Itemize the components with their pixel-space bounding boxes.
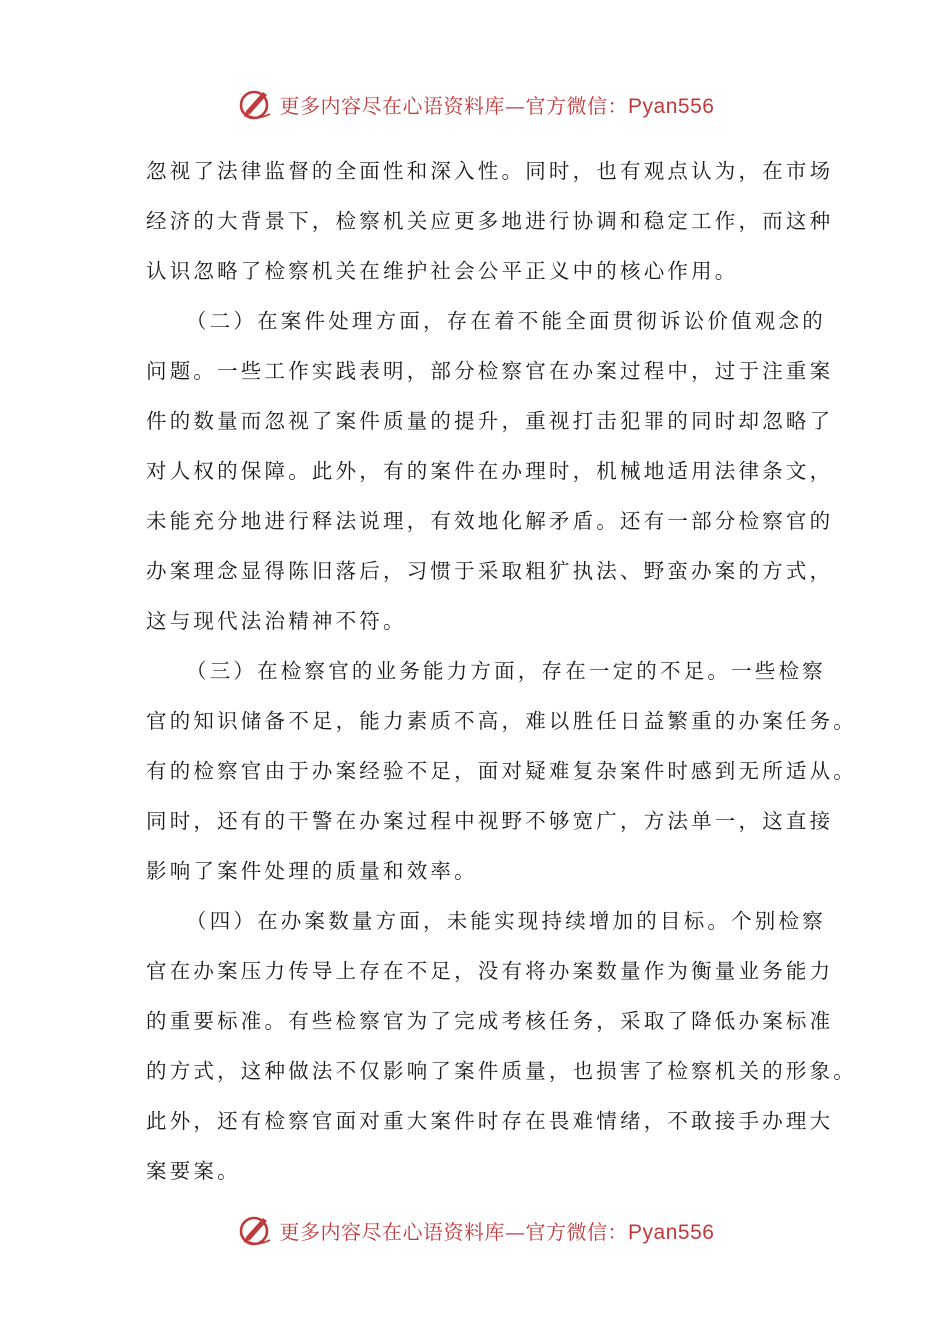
footer-banner — [0, 1208, 950, 1252]
body-line: 问题。一些工作实践表明，部分检察官在办案过程中，过于注重案 — [146, 359, 834, 383]
body-line: 经济的大背景下，检察机关应更多地进行协调和稳定工作，而这种 — [146, 209, 834, 233]
header-banner — [0, 82, 950, 126]
body-line: 这与现代法治精神不符。 — [146, 609, 407, 633]
body-line: 的重要标准。有些检察官为了完成考核任务，采取了降低办案标准 — [146, 1009, 834, 1033]
body-line: 办案理念显得陈旧落后，习惯于采取粗犷执法、野蛮办案的方式， — [146, 559, 834, 583]
body-line: 影响了案件处理的质量和效率。 — [146, 859, 478, 883]
body-line: 案要案。 — [146, 1159, 241, 1183]
body-line: 此外，还有检察官面对重大案件时存在畏难情绪，不敢接手办理大 — [146, 1109, 834, 1133]
body-line: 忽视了法律监督的全面性和深入性。同时，也有观点认为，在市场 — [146, 159, 834, 183]
body-line: 未能充分地进行释法说理，有效地化解矛盾。还有一部分检察官的 — [146, 509, 834, 533]
wechat-id: Pyan556 — [628, 1220, 715, 1244]
body-line: 官在办案压力传导上存在不足，没有将办案数量作为衡量业务能力 — [146, 959, 834, 983]
body-line: 同时，还有的干警在办案过程中视野不够宽广，方法单一，这直接 — [146, 809, 834, 833]
document-body — [146, 146, 857, 1196]
section-heading-line: （二）在案件处理方面，存在着不能全面贯彻诉讼价值观念的 — [186, 309, 826, 333]
body-line: 官的知识储备不足，能力素质不高，难以胜任日益繁重的办案任务。 — [146, 709, 857, 733]
header-banner-text: 更多内容尽在心语资料库—官方微信：Pyan556 — [279, 93, 715, 118]
footer-banner-text: 更多内容尽在心语资料库—官方微信：Pyan556 — [279, 1219, 715, 1244]
pen-seal-icon — [236, 1210, 276, 1250]
body-line: 的方式，这种做法不仅影响了案件质量，也损害了检察机关的形象。 — [146, 1059, 857, 1083]
body-line: 对人权的保障。此外，有的案件在办理时，机械地适用法律条文， — [146, 459, 834, 483]
body-line: 认识忽略了检察机关在维护社会公平正义中的核心作用。 — [146, 259, 739, 283]
body-line: 件的数量而忽视了案件质量的提升，重视打击犯罪的同时却忽略了 — [146, 409, 834, 433]
wechat-id: Pyan556 — [628, 94, 715, 118]
pen-seal-icon — [236, 84, 276, 124]
section-heading-line: （四）在办案数量方面，未能实现持续增加的目标。个别检察 — [186, 909, 826, 933]
section-heading-line: （三）在检察官的业务能力方面，存在一定的不足。一些检察 — [186, 659, 826, 683]
body-line: 有的检察官由于办案经验不足，面对疑难复杂案件时感到无所适从。 — [146, 759, 857, 783]
